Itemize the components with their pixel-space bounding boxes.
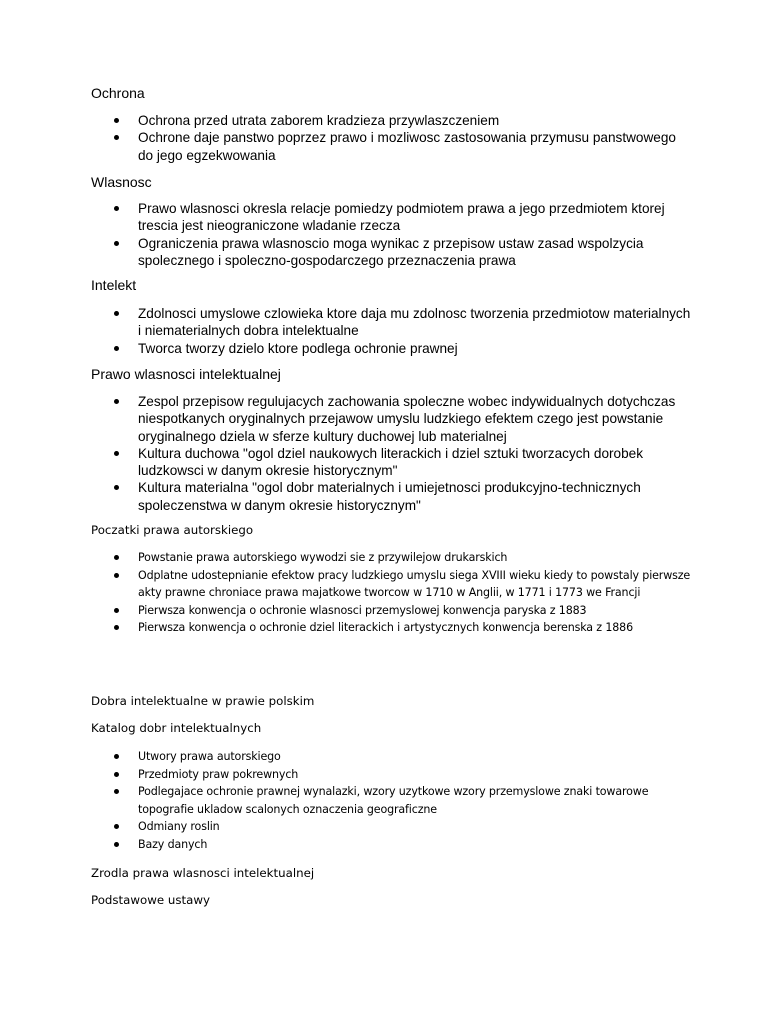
list-item-text: Kultura materialna "ogol dobr materialnych i umiejetnosci produkcyjno-technicznych spoleczenstwa w danym okresie historycznym" bbox=[138, 480, 641, 513]
list-item-text: Zespol przepisow regulujacych zachowania spoleczne wobec indywidualnych dotychczas niespotkanych oryginalnych przejawow umyslu ludzkiego efektem czego jest powstanie oryginalnego dziela w sferze kultury duchowej lub materialnej bbox=[138, 394, 676, 444]
list-item-text: Pierwsza konwencja o ochronie wlasnosci przemyslowej konwencja paryska z 1883 bbox=[138, 603, 587, 617]
list-item-text: Zdolnosci umyslowe czlowieka ktore daja mu zdolnosc tworzenia przedmiotow materialnych i niematerialnych dobra intelektualne bbox=[138, 306, 691, 339]
list-item bbox=[91, 112, 691, 129]
section-heading-poczatki-prawa-autorskiego: Poczatki prawa autorskiego bbox=[91, 523, 254, 537]
bullet-icon bbox=[114, 824, 119, 829]
list-item bbox=[91, 445, 691, 480]
list-item-text: Powstanie prawa autorskiego wywodzi sie z przywilejow drukarskich bbox=[138, 551, 508, 564]
list-item-text: Ograniczenia prawa wlasnoscio moga wynikac z przepisow ustaw zasad wspolzycia spolecznego i spoleczno-gospodarczego przeznaczenia prawa bbox=[138, 235, 644, 268]
section-heading-zrodla-prawa: Zrodla prawa wlasnosci intelektualnej bbox=[91, 866, 315, 880]
list-item bbox=[91, 766, 691, 784]
list-item-text: Bazy danych bbox=[138, 837, 208, 851]
section-heading-prawo-wlasnosci-intelektualnej: Prawo wlasnosci intelektualnej bbox=[91, 366, 281, 382]
bullet-icon bbox=[114, 241, 119, 246]
list-item bbox=[91, 479, 691, 514]
section-heading-ochrona: Ochrona bbox=[91, 85, 145, 101]
bullet-icon bbox=[114, 451, 119, 456]
bullet-icon bbox=[114, 118, 119, 123]
list-item bbox=[91, 836, 691, 854]
bullet-icon bbox=[114, 573, 119, 578]
bullet-icon bbox=[114, 608, 119, 613]
list-item bbox=[91, 235, 691, 270]
list-item bbox=[91, 340, 691, 357]
bullet-list-ochrona bbox=[91, 112, 691, 164]
section-heading-podstawowe-ustawy: Podstawowe ustawy bbox=[91, 893, 211, 907]
list-item-text: Tworca tworzy dzielo ktore podlega ochronie prawnej bbox=[138, 340, 458, 356]
list-item-text: Utwory prawa autorskiego bbox=[138, 750, 281, 763]
bullet-list-wlasnosc bbox=[91, 200, 691, 269]
bullet-icon bbox=[114, 206, 119, 211]
list-item bbox=[91, 748, 691, 766]
list-item-text: Prawo wlasnosci okresla relacje pomiedzy podmiotem prawa a jego przedmiotem ktorej trescia jest nieograniczone wladanie rzecza bbox=[138, 201, 665, 234]
bullet-list-intelekt bbox=[91, 305, 691, 357]
list-item-text: Ochrone daje panstwo poprzez prawo i mozliwosc zastosowania przymusu panstwowego do jego egzekwowania bbox=[138, 130, 676, 163]
bullet-list-poczatki bbox=[91, 549, 691, 637]
section-heading-katalog-dobr: Katalog dobr intelektualnych bbox=[91, 721, 262, 735]
list-item-text: Kultura duchowa "ogol dziel naukowych literackich i dziel sztuki tworzacych dorobek ludzkowsci w danym okresie historycznym" bbox=[138, 445, 644, 479]
list-item bbox=[91, 393, 691, 445]
list-item bbox=[91, 549, 691, 567]
list-item bbox=[91, 200, 691, 235]
bullet-icon bbox=[114, 135, 119, 140]
list-item-text: Podlegajace ochronie prawnej wynalazki, wzory uzytkowe wzory przemyslowe znaki towarowe topografie ukladow scalonych oznaczenia geograficzne bbox=[138, 785, 649, 816]
bullet-icon bbox=[114, 772, 119, 777]
bullet-icon bbox=[114, 625, 119, 630]
list-item bbox=[91, 602, 691, 620]
bullet-list-katalog bbox=[91, 748, 691, 854]
section-heading-wlasnosc: Wlasnosc bbox=[91, 174, 152, 190]
section-heading-dobra-intelektualne: Dobra intelektualne w prawie polskim bbox=[91, 694, 315, 708]
list-item bbox=[91, 129, 691, 164]
section-heading-intelekt: Intelekt bbox=[91, 277, 137, 293]
bullet-icon bbox=[114, 311, 119, 316]
bullet-icon bbox=[114, 789, 119, 794]
bullet-icon bbox=[114, 555, 119, 560]
list-item-text: Ochrona przed utrata zaborem kradzieza przywlaszczeniem bbox=[138, 113, 500, 128]
bullet-icon bbox=[114, 754, 119, 759]
list-item-text: Odplatne udostepnianie efektow pracy ludzkiego umyslu siega XVIII wieku kiedy to powstaly pierwsze akty prawne chroniace prawa majatkowe tworcow w 1710 w Anglii, w 1771 i 1773 we Francji bbox=[138, 568, 691, 600]
bullet-icon bbox=[114, 399, 119, 404]
bullet-icon bbox=[114, 485, 119, 490]
bullet-icon bbox=[114, 346, 119, 351]
list-item bbox=[91, 783, 691, 818]
list-item-text: Pierwsza konwencja o ochronie dziel literackich i artystycznych konwencja berenska z 1886 bbox=[138, 621, 633, 635]
list-item bbox=[91, 305, 691, 340]
list-item bbox=[91, 567, 691, 602]
list-item-text: Odmiany roslin bbox=[138, 820, 220, 834]
list-item bbox=[91, 619, 691, 637]
bullet-icon bbox=[114, 842, 119, 847]
list-item bbox=[91, 818, 691, 836]
list-item-text: Przedmioty praw pokrewnych bbox=[138, 767, 299, 781]
bullet-list-prawo-wlasnosci bbox=[91, 393, 691, 514]
